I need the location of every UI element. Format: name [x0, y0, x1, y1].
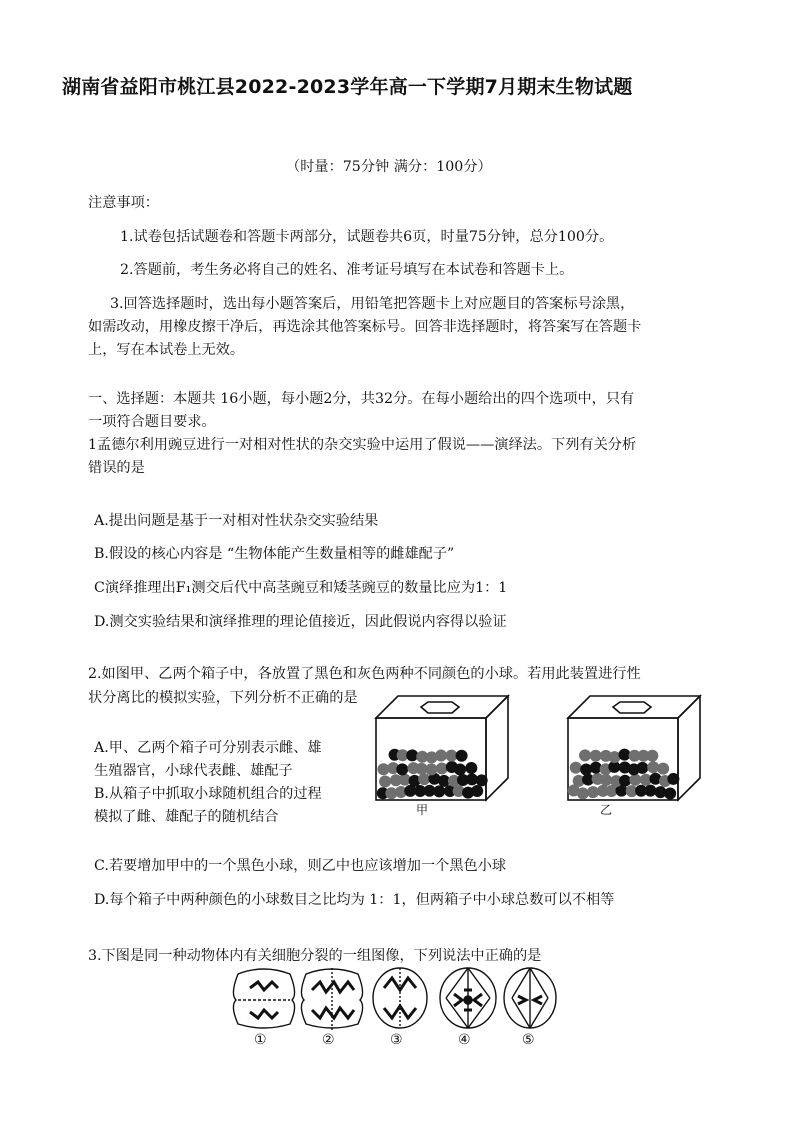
- q2-option-b-line2: 模拟了雌、雄配子的随机结合: [94, 809, 279, 825]
- notice-3-line2: 如需改动，用橡皮擦干净后，再选涂其他答案标号。回答非选择题时，将答案写在答题卡: [88, 319, 642, 335]
- box-yi-ball: [609, 751, 621, 763]
- box-yi-label: 乙: [600, 803, 613, 816]
- box-jia-figure: [368, 692, 513, 816]
- notice-1: 1.试卷包括试题卷和答题卡两部分，试题卷共6页，时量75分钟，总分100分。: [120, 229, 614, 245]
- cell-3: [373, 968, 427, 1028]
- box-jia-opening: [421, 702, 459, 713]
- q1-option-d: D.测交实验结果和演绎推理的理论值接近，因此假说内容得以验证: [94, 614, 507, 630]
- cell-label-1: ①: [254, 1032, 267, 1048]
- box-jia-ball: [465, 762, 477, 774]
- box-yi-ball: [657, 763, 669, 775]
- cell-division-figures: [228, 966, 558, 1048]
- exam-meta: （时量：75分钟 满分：100分）: [286, 159, 492, 175]
- box-jia-ball: [476, 774, 488, 786]
- box-yi-ball: [619, 775, 631, 787]
- q2-option-b-line1: B.从箱子中抓取小球随机组合的过程: [94, 786, 322, 802]
- box-yi-ball: [646, 750, 658, 762]
- q2-option-a-line2: 生殖器官，小球代表雌、雄配子: [94, 763, 293, 779]
- q2-stem-line1: 2.如图甲、乙两个箱子中，各放置了黑色和灰色两种不同颜色的小球。若用此装置进行性: [88, 666, 641, 682]
- cell-1: [233, 969, 294, 1028]
- box-yi-ball: [600, 774, 612, 786]
- q2-option-c: C.若要增加甲中的一个黑色小球，则乙中也应该增加一个黑色小球: [94, 858, 507, 874]
- notice-3-line3: 上，写在本试卷上无效。: [88, 342, 245, 358]
- box-yi-balls: [568, 749, 680, 800]
- box-jia-ball: [418, 773, 430, 785]
- box-jia-ball: [456, 750, 468, 762]
- cell-label-4: ④: [458, 1032, 471, 1048]
- box-jia-balls: [377, 749, 488, 799]
- box-yi-figure: [560, 692, 705, 816]
- box-yi-ball: [570, 762, 582, 774]
- cell-label-2: ②: [322, 1032, 335, 1048]
- cell-2: [301, 968, 362, 1030]
- box-yi-ball: [667, 773, 679, 785]
- box-yi-ball: [644, 785, 656, 797]
- notice-heading: 注意事项：: [88, 195, 159, 211]
- box-jia-ball: [471, 785, 483, 797]
- q1-option-c: C演绎推理出F₁测交后代中高茎豌豆和矮茎豌豆的数量比应为1：1: [94, 580, 508, 596]
- q2-option-d: D.每个箱子中两种颜色的小球数目之比均为 1：1，但两箱子中小球总数可以不相等: [94, 892, 615, 908]
- box-yi-ball: [577, 787, 589, 799]
- box-jia-ball: [433, 785, 445, 797]
- box-jia-ball: [454, 763, 466, 775]
- q2-option-a-line1: A.甲、乙两个箱子可分别表示雌、雄: [94, 740, 322, 756]
- box-jia-side-face: [486, 696, 508, 800]
- box-jia-ball: [425, 763, 437, 775]
- box-yi-side-face: [678, 696, 700, 800]
- page-title: 湖南省益阳市桃江县2022-2023学年高一下学期7月期末生物试题: [62, 76, 633, 98]
- box-jia-ball: [396, 763, 408, 775]
- q1-option-b: B.假设的核心内容是 “生物体能产生数量相等的雌雄配子”: [94, 546, 455, 562]
- cell-label-5: ⑤: [522, 1032, 535, 1048]
- cell-label-3: ③: [390, 1032, 403, 1048]
- box-jia-label: 甲: [416, 803, 429, 816]
- box-yi-ball: [636, 762, 648, 774]
- box-yi-ball: [590, 750, 602, 762]
- q1-stem-line2: 错误的是: [88, 460, 145, 476]
- box-yi-opening: [613, 702, 651, 713]
- box-jia-ball: [435, 750, 447, 762]
- box-jia-ball: [406, 749, 418, 761]
- q2-stem-line2: 状分离比的模拟实验，下列分析不正确的是: [88, 690, 358, 706]
- section-heading-line1: 一、选择题：本题共 16小题，每小题2分，共32分。在每小题给出的四个选项中，只有: [88, 391, 635, 407]
- box-yi-ball: [664, 787, 676, 799]
- cell-5: [504, 968, 556, 1028]
- section-heading-line2: 一项符合题目要求。: [88, 414, 216, 430]
- q3-stem: 3.下图是同一种动物体内有关细胞分裂的一组图像，下列说法中正确的是: [88, 948, 542, 964]
- q1-stem-line1: 1孟德尔利用豌豆进行一对相对性状的杂交实验中运用了假说——演绎法。下列有关分析: [88, 437, 637, 453]
- notice-2: 2.答题前，考生务必将自己的姓名、准考证号填写在本试卷和答题卡上。: [120, 262, 574, 278]
- box-yi-ball: [629, 774, 641, 786]
- cell-4: [440, 968, 496, 1028]
- box-jia-ball: [379, 775, 391, 787]
- notice-3-line1: 3.回答选择题时，选出每小题答案后，用铅笔把答题卡上对应题目的答案标号涂黑，: [110, 296, 635, 312]
- box-yi-ball: [579, 749, 591, 761]
- q1-option-a: A.提出问题是基于一对相对性状杂交实验结果: [94, 513, 379, 529]
